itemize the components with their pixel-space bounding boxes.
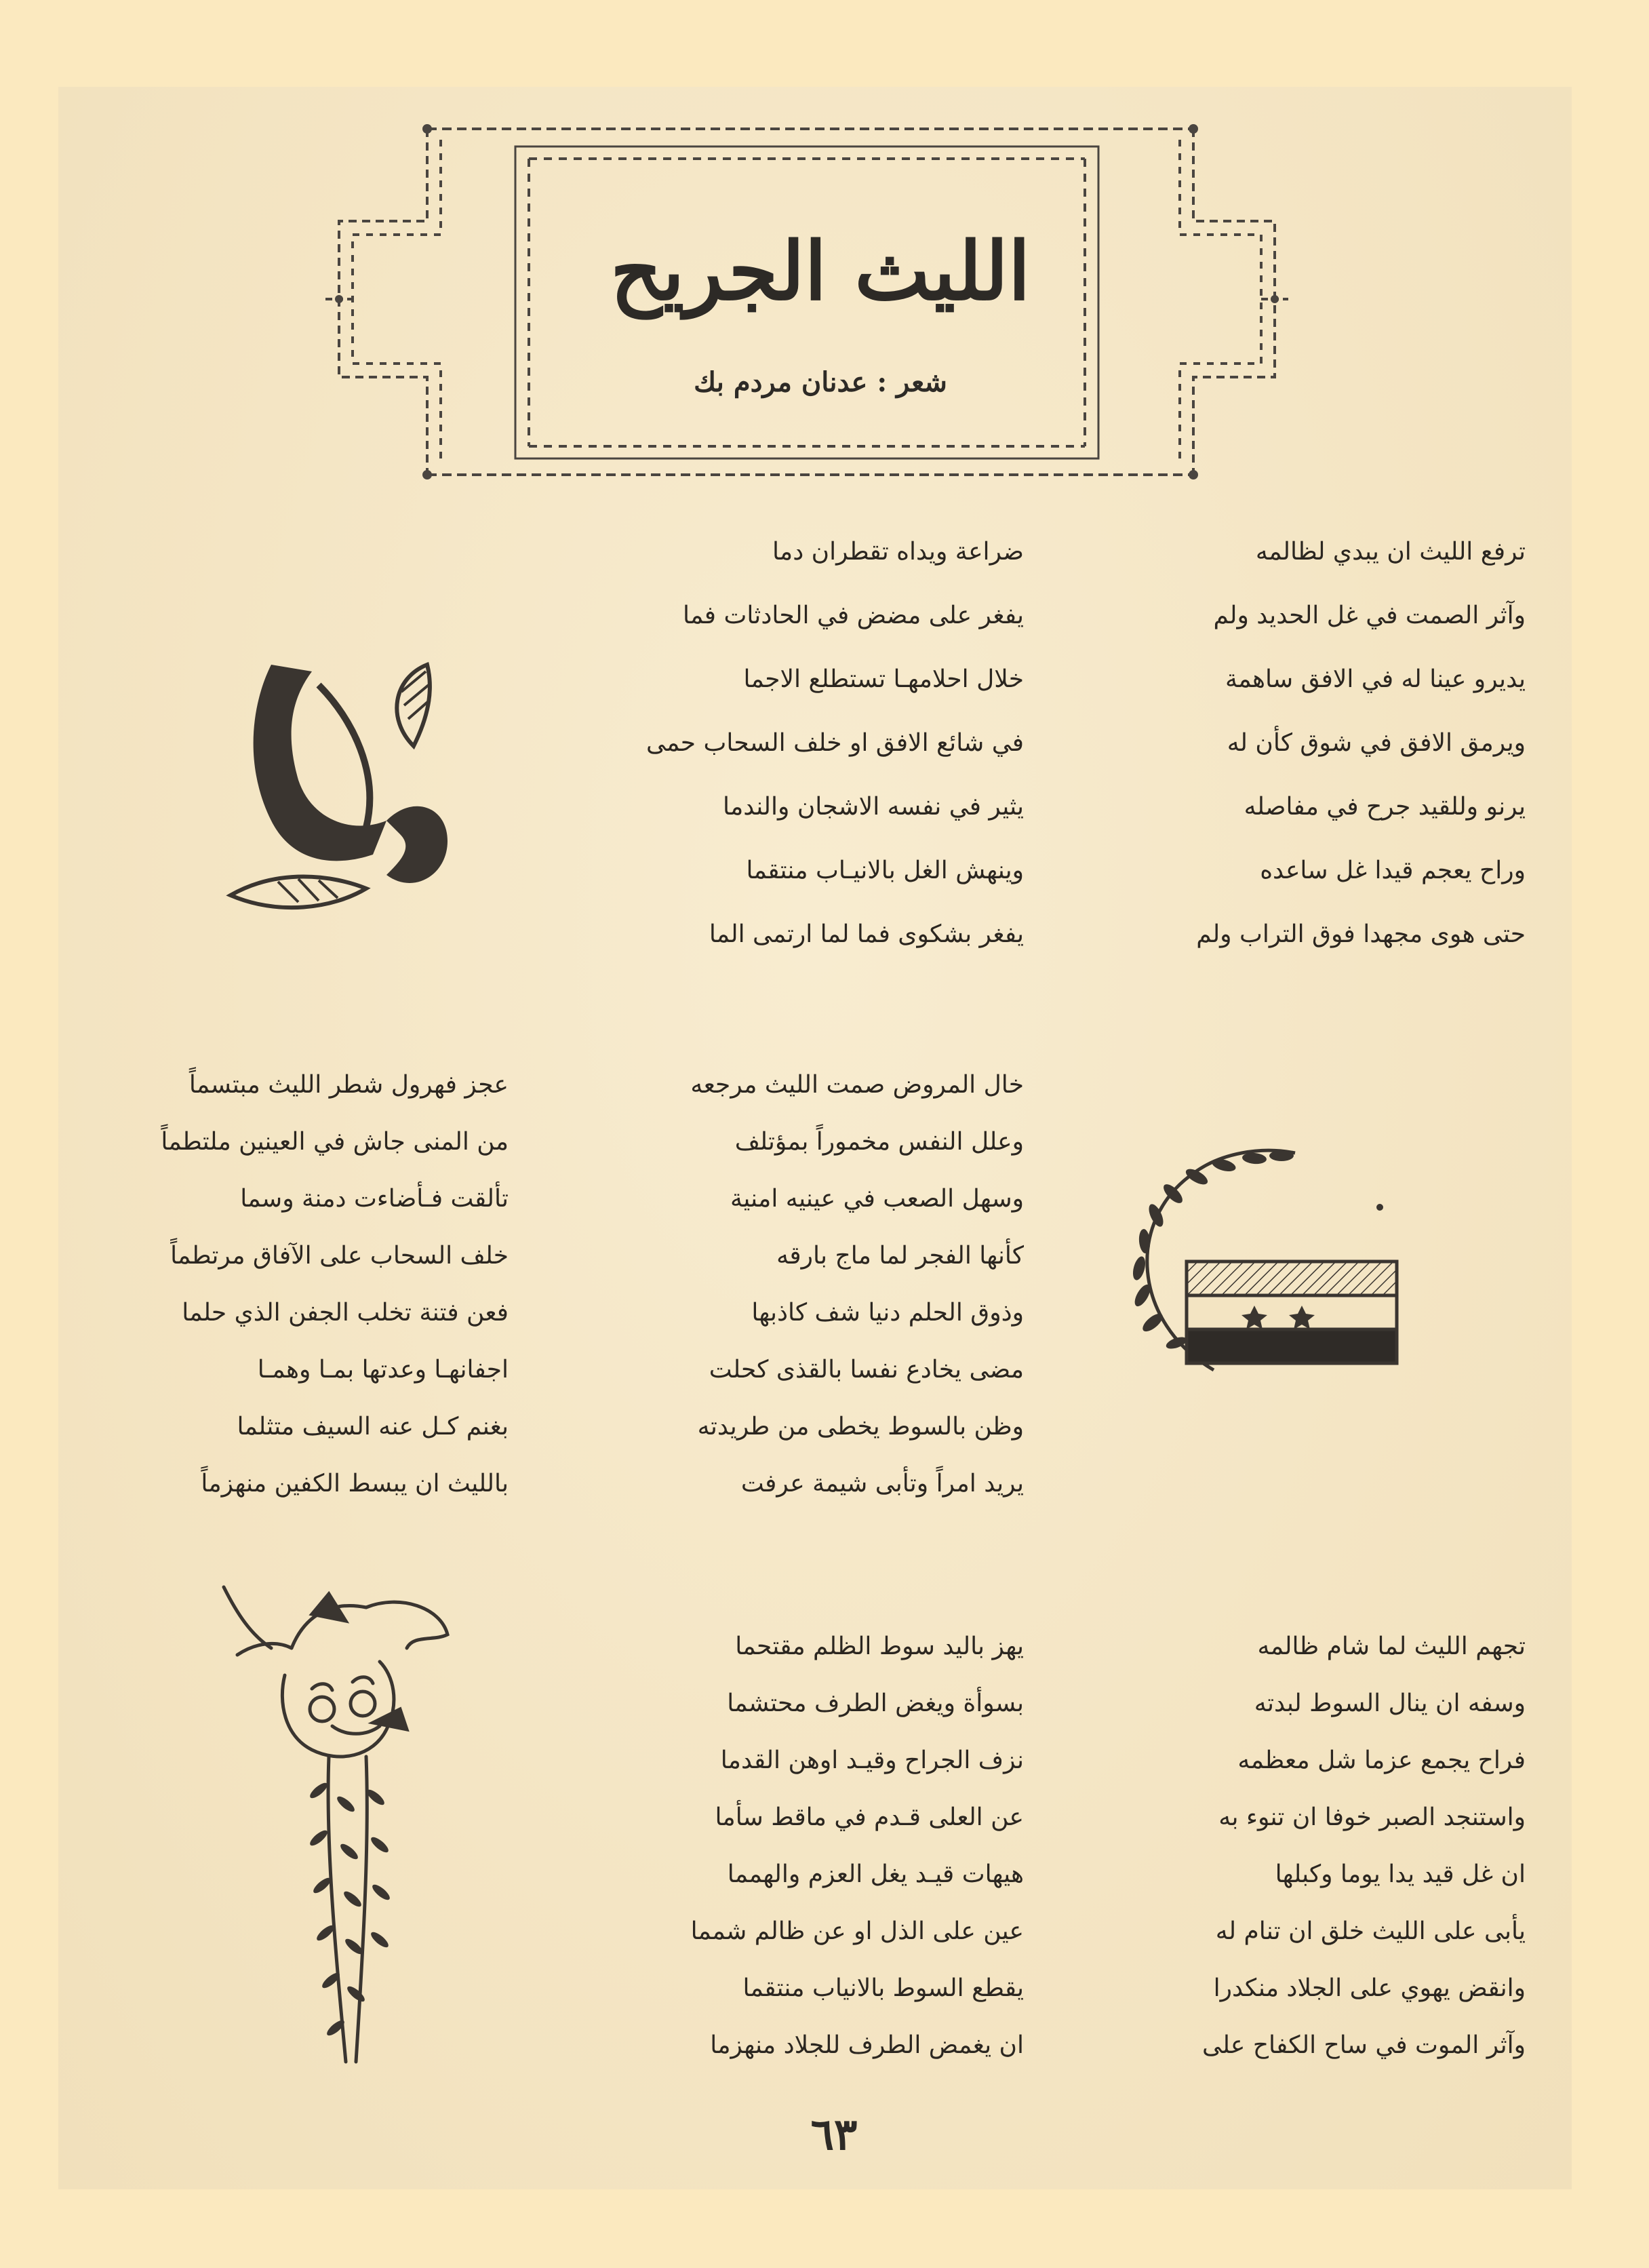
verse-line: عين على الذل او عن ظالم شمما	[690, 1917, 1024, 1945]
verse-line: خال المروض صمت الليث مرجعه	[690, 1071, 1024, 1099]
verse-line: وآثر الموت في ساح الكفاح على	[1201, 2031, 1526, 2059]
verse-line: في شائع الافق او خلف السحاب حمى	[645, 729, 1024, 757]
verse-line: يثير في نفسه الاشجان والندما	[723, 793, 1024, 821]
verse-line: وينهش الغل بالانيـاب منتقما	[746, 857, 1024, 884]
verse-line: ترفع الليث ان يبدي لظالمه	[1255, 538, 1526, 566]
verse-line: نزف الجراح وقيـد اوهن القدما	[720, 1746, 1024, 1774]
verse-line: ان يغمض الطرف للجلاد منهزما	[710, 2031, 1024, 2059]
verse-line: حتى هوى مجهدا فوق التراب ولم	[1196, 920, 1526, 948]
verse-line: يرنو وللقيد جرح في مفاصله	[1244, 793, 1526, 821]
verse-line: عجز فهرول شطر الليث مبتسماً	[188, 1071, 509, 1099]
poem-byline: شعر : عدنان مردم بك	[694, 366, 947, 398]
verse-line: يديرو عينا له في الافق ساهمة	[1225, 665, 1526, 693]
verse-line: مضى يخادع نفسا بالقذى كحلت	[709, 1356, 1024, 1384]
verse-line: كأنها الفجر لما ماج بارقه	[776, 1242, 1024, 1270]
verse-line: يأبى على الليث خلق ان تنام له	[1215, 1917, 1526, 1945]
verse-line: تألقت فـأضاءت دمنة وسما	[240, 1185, 509, 1213]
verse-line: وعلل النفس مخموراً بمؤتلف	[734, 1128, 1024, 1156]
verse-line: بسوأة ويغض الطرف محتشما	[727, 1689, 1024, 1717]
page-number: ٦٣	[810, 2109, 858, 2160]
verse-line: يفغر بشكوى فما لما ارتمى الما	[709, 920, 1024, 948]
verse-line: فراح يجمع عزما شل معظمه	[1237, 1746, 1526, 1774]
verse-line: وذوق الحلم دنيا شف كاذبها	[751, 1299, 1024, 1327]
verse-line: وظن بالسوط يخطى من طريدته	[697, 1413, 1024, 1441]
flag-laurel-illustration	[1112, 1139, 1410, 1411]
verse-line: يهز باليد سوط الظلم مقتحما	[735, 1632, 1024, 1660]
verse-line: واستنجد الصبر خوفا ان تنوء به	[1218, 1803, 1526, 1831]
caricature-sketch	[210, 1573, 468, 2075]
verse-line: وسهل الصعب في عينيه امنية	[730, 1185, 1024, 1213]
verse-line: ضراعة ويداه تقطران دما	[772, 538, 1024, 566]
verse-line: ان غل قيد يدا يوما وكبلها	[1275, 1860, 1526, 1888]
poem-title: الليث الجريح	[610, 224, 1031, 318]
verse-line: ويرمق الافق في شوق كأن له	[1227, 729, 1526, 757]
verse-line: هيهات قيـد يغل العزم والهمما	[727, 1860, 1024, 1888]
verse-line: تجهم الليث لما شام ظالمه	[1257, 1632, 1526, 1660]
verse-line: وآثر الصمت في غل الحديد ولم	[1213, 602, 1526, 629]
verse-line: بغنم كـل عنه السيف متثلما	[237, 1413, 509, 1441]
verse-line: من المنى جاش في العينين ملتطماً	[161, 1128, 509, 1156]
verse-line: فعن فتنة تخلب الجفن الذي حلما	[182, 1299, 509, 1327]
verse-line: وراح يعجم قيدا غل ساعده	[1260, 857, 1526, 884]
verse-line: يقطع السوط بالانياب منتقما	[742, 1974, 1024, 2002]
calligraphy-ornament	[224, 651, 509, 936]
verse-line: بالليث ان يبسط الكفين منهزماً	[201, 1470, 509, 1498]
verse-line: وانقض يهوي على الجلاد منكدرا	[1213, 1974, 1526, 2002]
verse-line: اجفانهـا وعدتها بمـا وهمـا	[257, 1356, 509, 1384]
verse-line: خلف السحاب على الآفاق مرتطماً	[170, 1242, 509, 1270]
verse-line: يريد امراً وتأبى شيمة عرفت	[740, 1470, 1024, 1498]
verse-line: عن العلى قـدم في ماقط سأما	[715, 1803, 1024, 1831]
verse-line: يفغر على مضض في الحادثات فما	[683, 602, 1024, 629]
verse-line: وسفه ان ينال السوط لبدته	[1254, 1689, 1526, 1717]
verse-line: خلال احلامهـا تستطلع الاجما	[743, 665, 1024, 693]
